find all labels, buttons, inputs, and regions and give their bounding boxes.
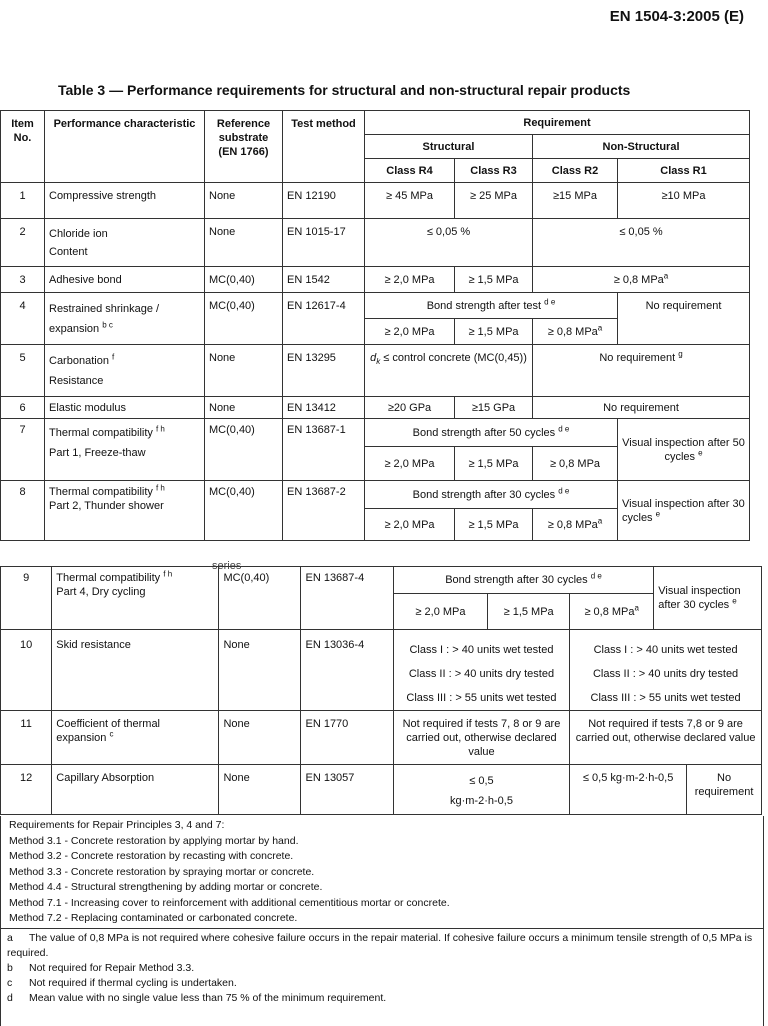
- requirements-table-lower: [0, 566, 762, 815]
- characteristic-line2: Content: [49, 246, 88, 258]
- test-method: EN 13687-1: [283, 419, 365, 481]
- value-r2: ≥ 0,8 MPa$^a$: [533, 319, 618, 345]
- table-row: [1, 711, 762, 765]
- value-non-structural: No requirement: [533, 397, 750, 419]
- value-non-structural: ≤ 0,05 %: [533, 219, 750, 267]
- characteristic: Thermal compatibility $^{f h}$ Part 2, Thunder shower: [45, 481, 205, 541]
- item-no: 9: [1, 567, 52, 630]
- header-test-method: Test method: [283, 111, 365, 183]
- value-structural: ≤ 0,05 %: [365, 219, 533, 267]
- notes-heading: Requirements for Repair Principles 3, 4 and 7:: [9, 819, 225, 831]
- value-r4: ≥ 2,0 MPa: [365, 267, 455, 293]
- test-method: EN 13412: [283, 397, 365, 419]
- value-non-structural: ≥ 0,8 MPa$^a$: [533, 267, 750, 293]
- characteristic: Restrained shrinkage / expansion $^{b c}$: [45, 293, 205, 345]
- substrate: MC(0,40): [205, 267, 283, 293]
- bond-strength-label: Bond strength after 30 cycles $^{d e}$: [365, 481, 618, 509]
- test-method: EN 1015-17: [283, 219, 365, 267]
- value-r3: ≥15 GPa: [455, 397, 533, 419]
- header-substrate: Reference substrate (EN 1766): [205, 111, 283, 183]
- characteristic: Elastic modulus: [45, 397, 205, 419]
- footnote-a: a The value of 0,8 MPa is not required where cohesive failure occurs in the repair material. If cohesive failure occurs a minimum tensile strength of 0,5 MPa is required.: [7, 931, 753, 959]
- visual-inspection: Visual inspection after 50 cycles $^e$: [618, 419, 750, 481]
- test-method: EN 13687-4: [301, 567, 393, 630]
- characteristic: Thermal compatibility $^{f h}$ Part 4, Dry cycling: [52, 567, 219, 630]
- value-structural: ≤ 0,5 kg·m-2·h-0,5: [393, 765, 569, 815]
- method-7-2: Method 7.2 - Replacing contaminated or carbonated concrete.: [9, 912, 298, 924]
- item-no: 11: [1, 711, 52, 765]
- value-structural: $d_k$ ≤ control concrete (MC(0,45)): [365, 345, 533, 397]
- table-row: [1, 293, 750, 319]
- characteristic: Coefficient of thermal expansion $^c$: [52, 711, 219, 765]
- header-characteristic: Performance characteristic: [45, 111, 205, 183]
- method-3-2: Method 3.2 - Concrete restoration by recasting with concrete.: [9, 850, 294, 862]
- test-method: EN 13687-2: [283, 481, 365, 541]
- header-structural: Structural: [365, 135, 533, 159]
- substrate: None: [205, 183, 283, 219]
- characteristic: [45, 219, 205, 267]
- table-row: [1, 345, 750, 397]
- characteristic: Carbonation $^f$ Resistance: [45, 345, 205, 397]
- bond-strength-label: Bond strength after 30 cycles $^{d e}$: [393, 567, 653, 594]
- value-r1: No requirement: [618, 293, 750, 345]
- bond-strength-label: Bond strength after test $^{d e}$: [365, 293, 618, 319]
- visual-inspection: Visual inspection after 30 cycles $^e$: [654, 567, 762, 630]
- test-method: EN 13036-4: [301, 630, 393, 711]
- substrate: None: [219, 630, 301, 711]
- value-non-structural: Not required if tests 7,8 or 9 are carried out, otherwise declared value: [570, 711, 762, 765]
- item-no: 10: [1, 630, 52, 711]
- value-r4: ≥ 45 MPa: [365, 183, 455, 219]
- value-r2: ≥ 0,8 MPa$^a$: [533, 509, 618, 541]
- substrate: None: [205, 397, 283, 419]
- characteristic-line1: Chloride ion: [49, 228, 108, 240]
- item-no: 7: [1, 419, 45, 481]
- bond-strength-label: Bond strength after 50 cycles $^{d e}$: [365, 419, 618, 447]
- item-no: 4: [1, 293, 45, 345]
- substrate: None: [219, 765, 301, 815]
- header-class-r2: Class R2: [533, 159, 618, 183]
- method-3-3: Method 3.3 - Concrete restoration by spraying mortar or concrete.: [9, 865, 315, 878]
- value-non-structural: No requirement $^g$: [533, 345, 750, 397]
- table-title: Table 3 — Performance requirements for structural and non-structural repair products: [58, 82, 631, 98]
- substrate: None: [205, 345, 283, 397]
- value-r2: ≥15 MPa: [533, 183, 618, 219]
- value-r2: ≥ 0,8 MPa: [533, 447, 618, 481]
- value-r3: ≥ 1,5 MPa: [455, 319, 533, 345]
- table-row: [1, 765, 762, 815]
- method-4-4: Method 4.4 - Structural strengthening by adding mortar or concrete.: [9, 881, 323, 893]
- value-structural: Class I : > 40 units wet tested Class II : > 40 units dry tested Class III : > 55 units wet tested: [393, 630, 569, 711]
- header-item: Item No.: [1, 111, 45, 183]
- item-no: 1: [1, 183, 45, 219]
- test-method: EN 12617-4: [283, 293, 365, 345]
- value-r4: ≥20 GPa: [365, 397, 455, 419]
- header-non-structural: Non-Structural: [533, 135, 750, 159]
- value-r1: No requirement: [687, 765, 762, 815]
- value-r3: ≥ 1,5 MPa: [455, 509, 533, 541]
- document-reference: EN 1504-3:2005 (E): [609, 8, 744, 25]
- value-r2: ≤ 0,5 kg·m-2·h-0,5: [570, 765, 687, 815]
- value-non-structural: Class I : > 40 units wet tested Class II : > 40 units dry tested Class III : > 55 units wet tested: [570, 630, 762, 711]
- item-no: 3: [1, 267, 45, 293]
- overlap-text: series: [212, 560, 242, 572]
- header-requirement: Requirement: [365, 111, 750, 135]
- header-class-r1: Class R1: [618, 159, 750, 183]
- value-r4: ≥ 2,0 MPa: [365, 509, 455, 541]
- table-row: [1, 397, 750, 419]
- item-no: 2: [1, 219, 45, 267]
- substrate: None: [219, 711, 301, 765]
- test-method: EN 1770: [301, 711, 393, 765]
- value-r4: ≥ 2,0 MPa: [365, 319, 455, 345]
- value-structural: Not required if tests 7, 8 or 9 are carried out, otherwise declared value: [393, 711, 569, 765]
- table-row: [1, 267, 750, 293]
- characteristic: Skid resistance: [52, 630, 219, 711]
- footnote-b: b Not required for Repair Method 3.3.: [7, 961, 195, 974]
- item-no: 6: [1, 397, 45, 419]
- substrate: None: [205, 219, 283, 267]
- substrate: MC(0,40): [205, 419, 283, 481]
- item-no: 5: [1, 345, 45, 397]
- value-r4: ≥ 2,0 MPa: [365, 447, 455, 481]
- value-r2: ≥ 0,8 MPa$^a$: [570, 594, 654, 630]
- footnote-d: d Mean value with no single value less than 75 % of the minimum requirement.: [7, 991, 387, 1004]
- value-r4: ≥ 2,0 MPa: [393, 594, 487, 630]
- header-class-r3: Class R3: [455, 159, 533, 183]
- test-method: EN 13295: [283, 345, 365, 397]
- value-r3: ≥ 1,5 MPa: [455, 267, 533, 293]
- value-r1: ≥10 MPa: [618, 183, 750, 219]
- method-3-1: Method 3.1 - Concrete restoration by applying mortar by hand.: [9, 834, 299, 847]
- substrate: MC(0,40): [205, 481, 283, 541]
- visual-inspection: Visual inspection after 30 cycles $^e$: [618, 481, 750, 541]
- table-row: [1, 183, 750, 219]
- table-row: [1, 630, 762, 711]
- characteristic: Adhesive bond: [45, 267, 205, 293]
- item-no: 12: [1, 765, 52, 815]
- characteristic: Compressive strength: [45, 183, 205, 219]
- table-row: [1, 567, 762, 594]
- method-7-1: Method 7.1 - Increasing cover to reinforcement with additional cementitious mortar or concrete.: [9, 896, 450, 909]
- value-r3: ≥ 1,5 MPa: [488, 594, 570, 630]
- table-row: [1, 419, 750, 447]
- header-class-r4: Class R4: [365, 159, 455, 183]
- requirements-table-upper: [0, 110, 750, 541]
- test-method: EN 12190: [283, 183, 365, 219]
- item-no: 8: [1, 481, 45, 541]
- substrate: MC(0,40): [219, 567, 301, 630]
- characteristic: Capillary Absorption: [52, 765, 219, 815]
- table-row: [1, 219, 750, 267]
- test-method: EN 13057: [301, 765, 393, 815]
- value-r3: ≥ 1,5 MPa: [455, 447, 533, 481]
- footnote-c: c Not required if thermal cycling is undertaken.: [7, 976, 237, 989]
- test-method: EN 1542: [283, 267, 365, 293]
- notes-section: [0, 816, 764, 1026]
- characteristic: Thermal compatibility $^{f h}$ Part 1, Freeze-thaw: [45, 419, 205, 481]
- value-r3: ≥ 25 MPa: [455, 183, 533, 219]
- table-row: [1, 481, 750, 509]
- substrate: MC(0,40): [205, 293, 283, 345]
